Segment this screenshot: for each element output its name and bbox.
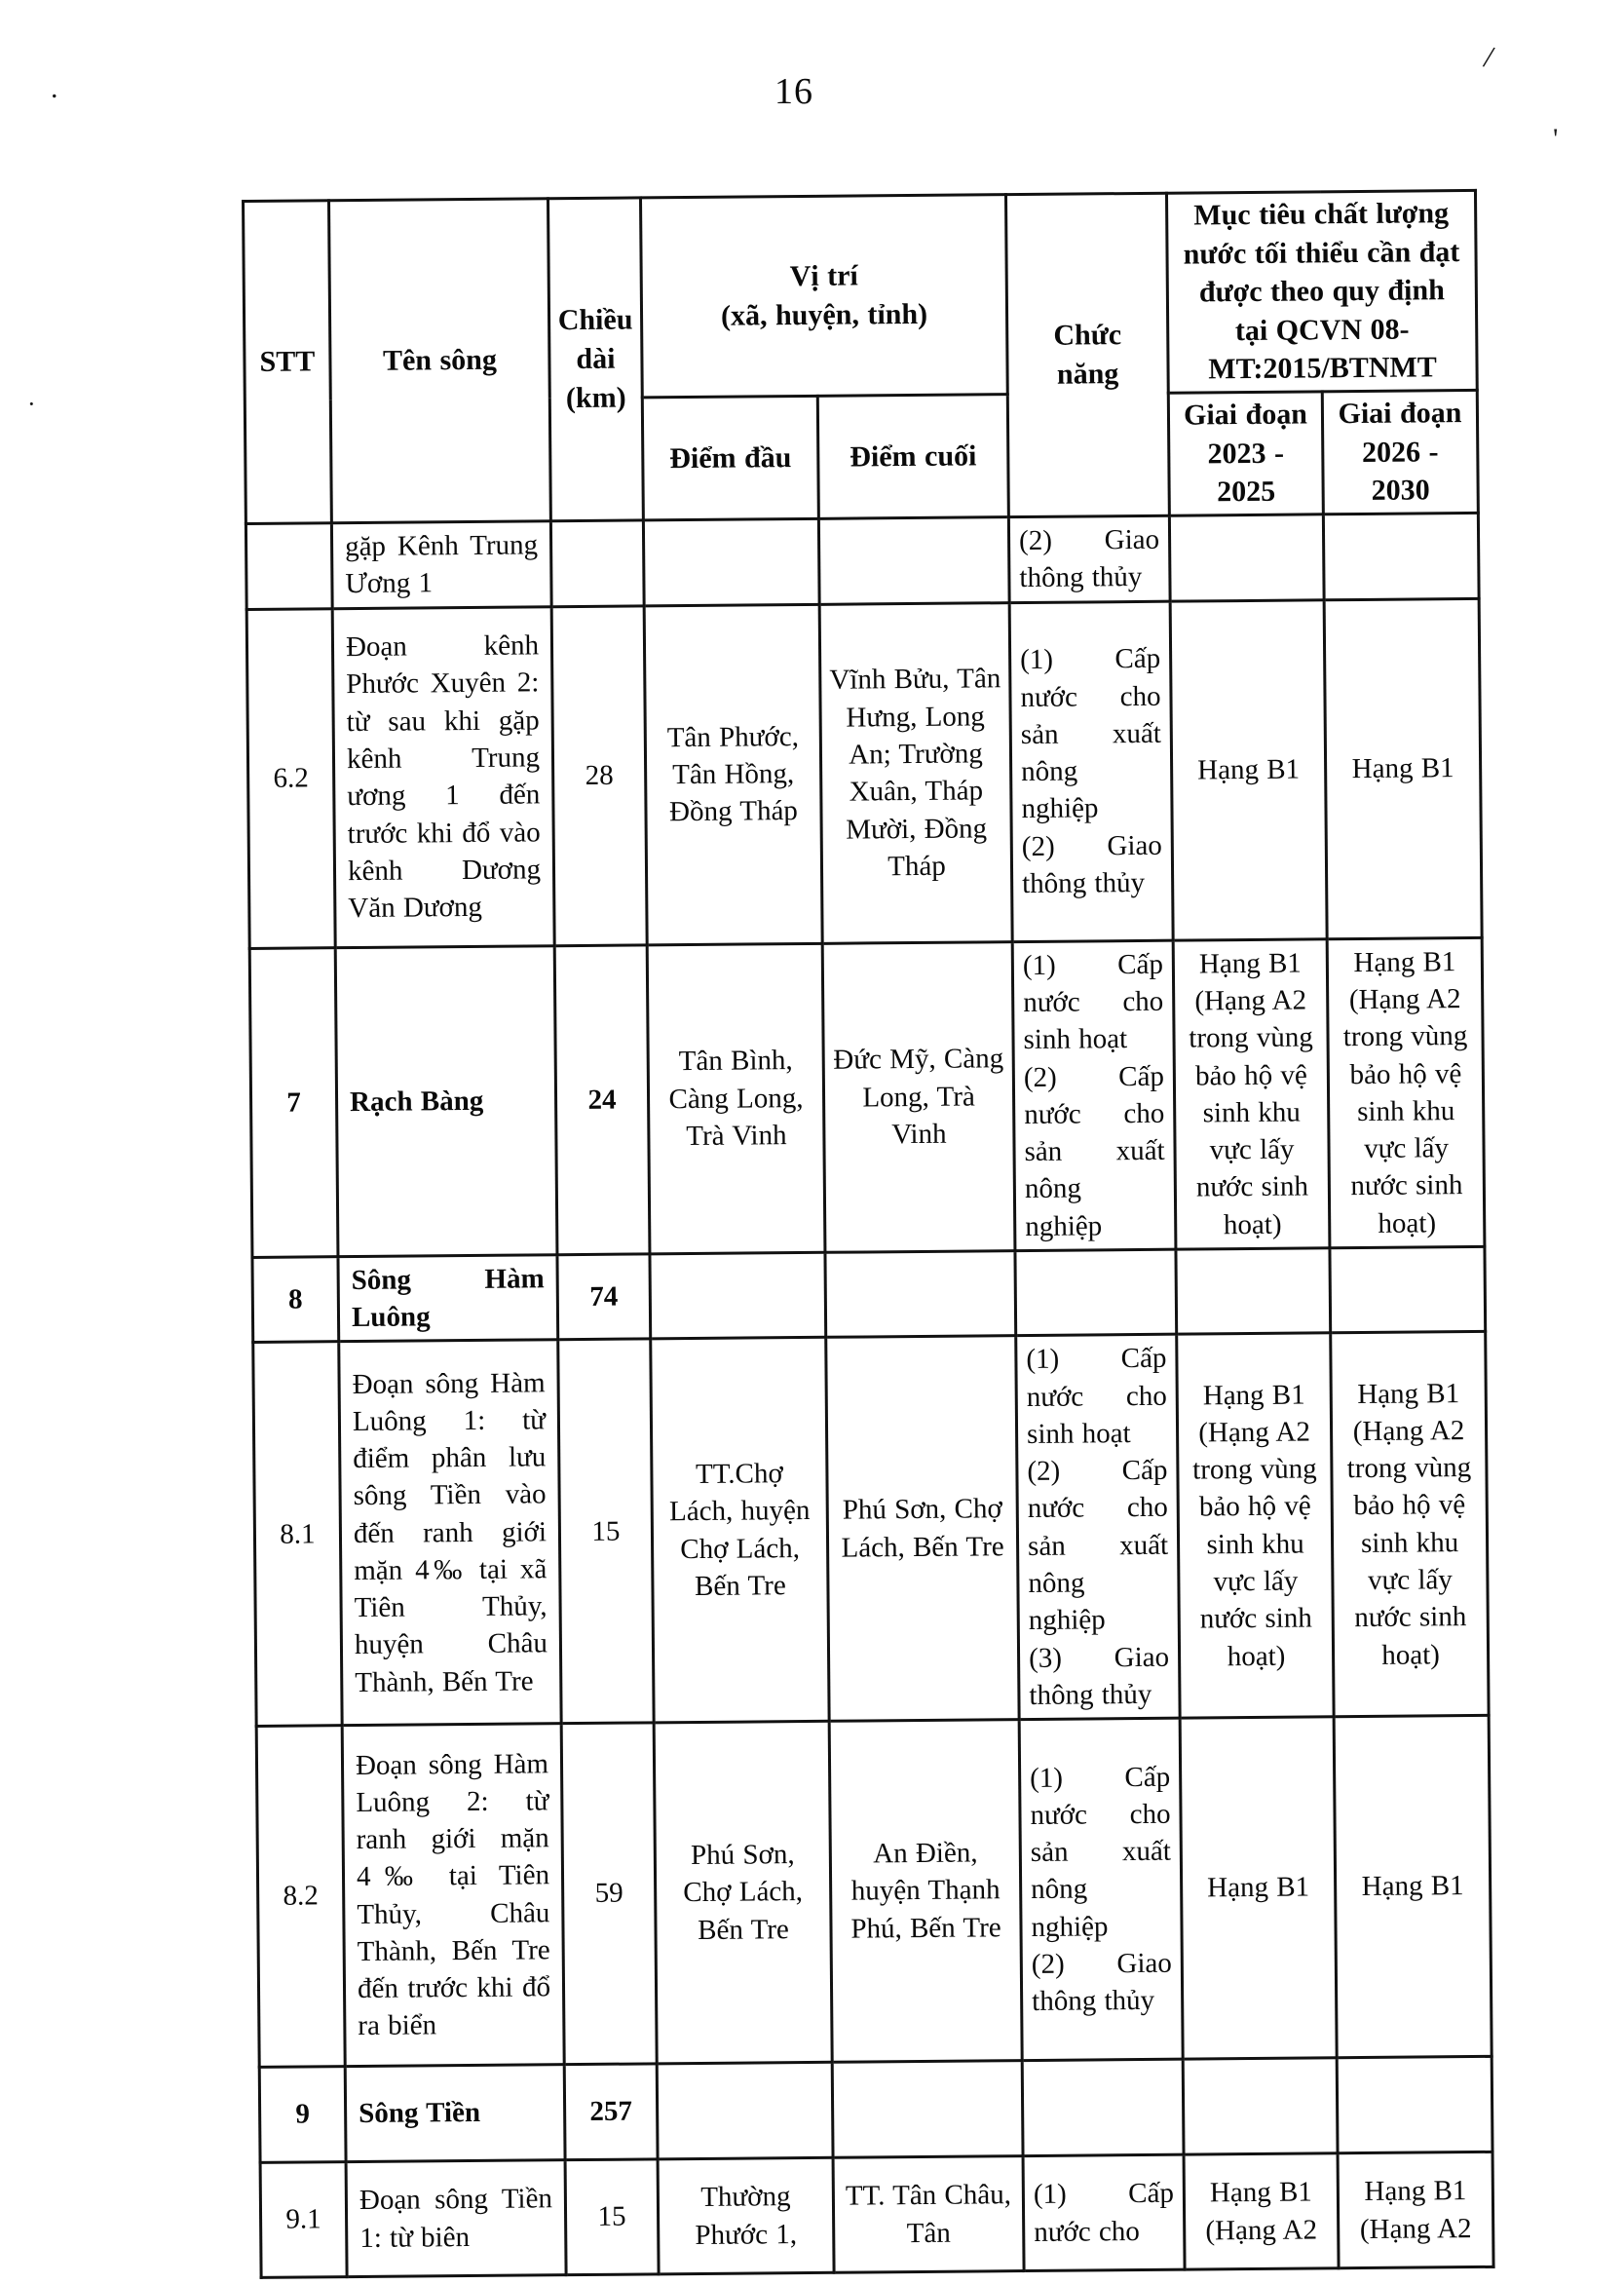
header-end-point: Điểm cuối bbox=[817, 395, 1008, 518]
header-length: Chiều dài (km) bbox=[548, 198, 644, 521]
header-location: Vị trí (xã, huyện, tỉnh) bbox=[640, 195, 1007, 398]
cell-target-2026-2030: Hạng B1 bbox=[1324, 598, 1482, 938]
cell-length-km bbox=[550, 520, 644, 607]
cell-start-point bbox=[643, 518, 819, 606]
cell-target-2023-2025 bbox=[1169, 514, 1324, 601]
cell-length-km: 24 bbox=[554, 945, 650, 1255]
cell-end-point bbox=[832, 2061, 1023, 2158]
river-quality-table bbox=[242, 189, 1495, 2279]
cell-length-km: 15 bbox=[558, 1339, 654, 1723]
cell-function: (1) Cấp nước cho sản xuất nông nghiệp (2) Giao thông thủy bbox=[1019, 1718, 1183, 2060]
cell-target-2023-2025: Hạng B1 (Hạng A2 bbox=[1184, 2153, 1339, 2269]
table-row bbox=[256, 1715, 1492, 2067]
table-header-row bbox=[244, 190, 1478, 400]
cell-stt: 9.1 bbox=[260, 2162, 347, 2278]
cell-function: (1) Cấp nước cho sinh hoạt (2) Cấp nước cho sản xuất nông nghiệp (3) Giao thông thủy bbox=[1016, 1335, 1180, 1720]
cell-river-name: Đoạn sông Hàm Luông 1: từ điểm phân lưu sông Tiền vào đến ranh giới mặn 4‰ tại xã Tiên Thủy, huyện Châu Thành, Bến Tre bbox=[339, 1340, 561, 1726]
cell-river-name: Sông Hàm Luông bbox=[338, 1255, 558, 1342]
cell-stt: 8.1 bbox=[253, 1342, 342, 1726]
table-row bbox=[252, 1246, 1486, 1343]
cell-start-point: TT.Chợ Lách, huyện Chợ Lách, Bến Tre bbox=[651, 1338, 829, 1723]
cell-stt: 9 bbox=[259, 2067, 346, 2163]
header-period-2026-2030: Giai đoạn 2026 - 2030 bbox=[1322, 390, 1478, 514]
table-row bbox=[249, 937, 1485, 1257]
cell-start-point: Thường Phước 1, bbox=[658, 2157, 834, 2274]
cell-target-2023-2025: Hạng B1 bbox=[1170, 600, 1327, 940]
cell-start-point bbox=[657, 2062, 833, 2159]
cell-stt: 8 bbox=[252, 1257, 339, 1343]
cell-target-2026-2030: Hạng B1 (Hạng A2 trong vùng bảo hộ vệ sinh khu vực lấy nước sinh hoạt) bbox=[1327, 937, 1485, 1248]
cell-end-point: An Điền, huyện Thạnh Phú, Bến Tre bbox=[829, 1720, 1022, 2063]
cell-river-name: Sông Tiền bbox=[345, 2065, 565, 2162]
page-number: 16 bbox=[774, 71, 813, 112]
header-quality-target: Mục tiêu chất lượng nước tối thiểu cần đạt được theo quy định tại QCVN 08- MT:2015/BTNMT bbox=[1166, 190, 1477, 393]
table-row bbox=[253, 1332, 1489, 1727]
table-row bbox=[246, 598, 1482, 948]
cell-stt: 7 bbox=[249, 947, 338, 1257]
cell-target-2026-2030 bbox=[1323, 513, 1479, 599]
table-row bbox=[245, 513, 1479, 609]
header-function: Chức năng bbox=[1005, 193, 1169, 516]
scan-noise-mark: · bbox=[27, 390, 36, 418]
cell-function: (1) Cấp nước cho sinh hoạt (2) Cấp nước cho sản xuất nông nghiệp bbox=[1012, 940, 1176, 1251]
cell-start-point bbox=[650, 1252, 826, 1339]
cell-target-2023-2025: Hạng B1 (Hạng A2 trong vùng bảo hộ vệ sinh khu vực lấy nước sinh hoạt) bbox=[1173, 939, 1330, 1249]
cell-end-point: Vĩnh Bửu, Tân Hưng, Long An; Trường Xuân, Tháp Mười, Đồng Tháp bbox=[819, 602, 1012, 943]
cell-target-2026-2030 bbox=[1330, 1246, 1486, 1333]
cell-end-point bbox=[825, 1250, 1016, 1337]
scan-noise-mark: ' bbox=[1553, 123, 1559, 155]
cell-river-name: Rạch Bàng bbox=[335, 945, 557, 1256]
cell-stt bbox=[245, 522, 332, 609]
cell-river-name: Đoạn sông Tiền 1: từ biên bbox=[346, 2160, 566, 2277]
cell-end-point: TT. Tân Châu, Tân bbox=[833, 2156, 1024, 2273]
cell-river-name: Đoạn kênh Phước Xuyên 2: từ sau khi gặp kênh Trung ương 1 đến trước khi đổ vào kênh Dương Văn Dương bbox=[332, 606, 554, 947]
cell-start-point: Tân Bình, Càng Long, Trà Vinh bbox=[647, 943, 825, 1254]
cell-target-2023-2025 bbox=[1183, 2058, 1338, 2154]
cell-function bbox=[1022, 2059, 1184, 2155]
cell-start-point: Tân Phước, Tân Hồng, Đồng Tháp bbox=[644, 604, 822, 945]
header-river-name: Tên sông bbox=[329, 199, 551, 523]
cell-target-2026-2030: Hạng B1 (Hạng A2 trong vùng bảo hộ vệ sinh khu vực lấy nước sinh hoạt) bbox=[1331, 1332, 1489, 1717]
cell-end-point: Phú Sơn, Chợ Lách, Bến Tre bbox=[826, 1336, 1019, 1721]
cell-length-km: 15 bbox=[565, 2159, 659, 2275]
cell-end-point: Đức Mỹ, Càng Long, Trà Vinh bbox=[822, 941, 1015, 1252]
cell-target-2026-2030: Hạng B1 (Hạng A2 bbox=[1338, 2152, 1493, 2267]
cell-length-km: 257 bbox=[564, 2064, 658, 2160]
cell-target-2026-2030 bbox=[1337, 2056, 1492, 2152]
cell-stt: 6.2 bbox=[246, 608, 335, 948]
cell-target-2026-2030: Hạng B1 bbox=[1334, 1715, 1492, 2057]
cell-target-2023-2025 bbox=[1176, 1248, 1331, 1335]
header-stt: STT bbox=[244, 201, 332, 524]
cell-function: (1) Cấp nước cho bbox=[1023, 2154, 1185, 2270]
table-row bbox=[259, 2056, 1492, 2162]
cell-river-name: gặp Kênh Trung Ương 1 bbox=[331, 520, 551, 608]
cell-stt: 8.2 bbox=[256, 1726, 345, 2068]
cell-start-point: Phú Sơn, Chợ Lách, Bến Tre bbox=[654, 1721, 832, 2064]
cell-length-km: 59 bbox=[561, 1723, 657, 2065]
table-row bbox=[260, 2152, 1493, 2277]
header-period-2023-2025: Giai đoạn 2023 - 2025 bbox=[1168, 392, 1323, 515]
cell-target-2023-2025: Hạng B1 (Hạng A2 trong vùng bảo hộ vệ sinh khu vực lấy nước sinh hoạt) bbox=[1177, 1333, 1334, 1718]
cell-end-point bbox=[818, 516, 1009, 604]
cell-length-km: 28 bbox=[551, 606, 647, 946]
cell-target-2023-2025: Hạng B1 bbox=[1180, 1717, 1337, 2059]
scan-noise-mark: . bbox=[51, 72, 58, 104]
header-start-point: Điểm đầu bbox=[642, 396, 818, 519]
cell-length-km: 74 bbox=[557, 1254, 651, 1340]
cell-river-name: Đoạn sông Hàm Luông 2: từ ranh giới mặn 4‰ tại Tiên Thủy, Châu Thành, Bến Tre đến trước khi đổ ra biển bbox=[342, 1724, 564, 2067]
cell-function bbox=[1015, 1249, 1177, 1336]
scan-noise-mark: / bbox=[1481, 38, 1497, 75]
cell-function: (1) Cấp nước cho sản xuất nông nghiệp (2) Giao thông thủy bbox=[1009, 601, 1173, 941]
cell-function: (2) Giao thông thủy bbox=[1008, 515, 1170, 602]
